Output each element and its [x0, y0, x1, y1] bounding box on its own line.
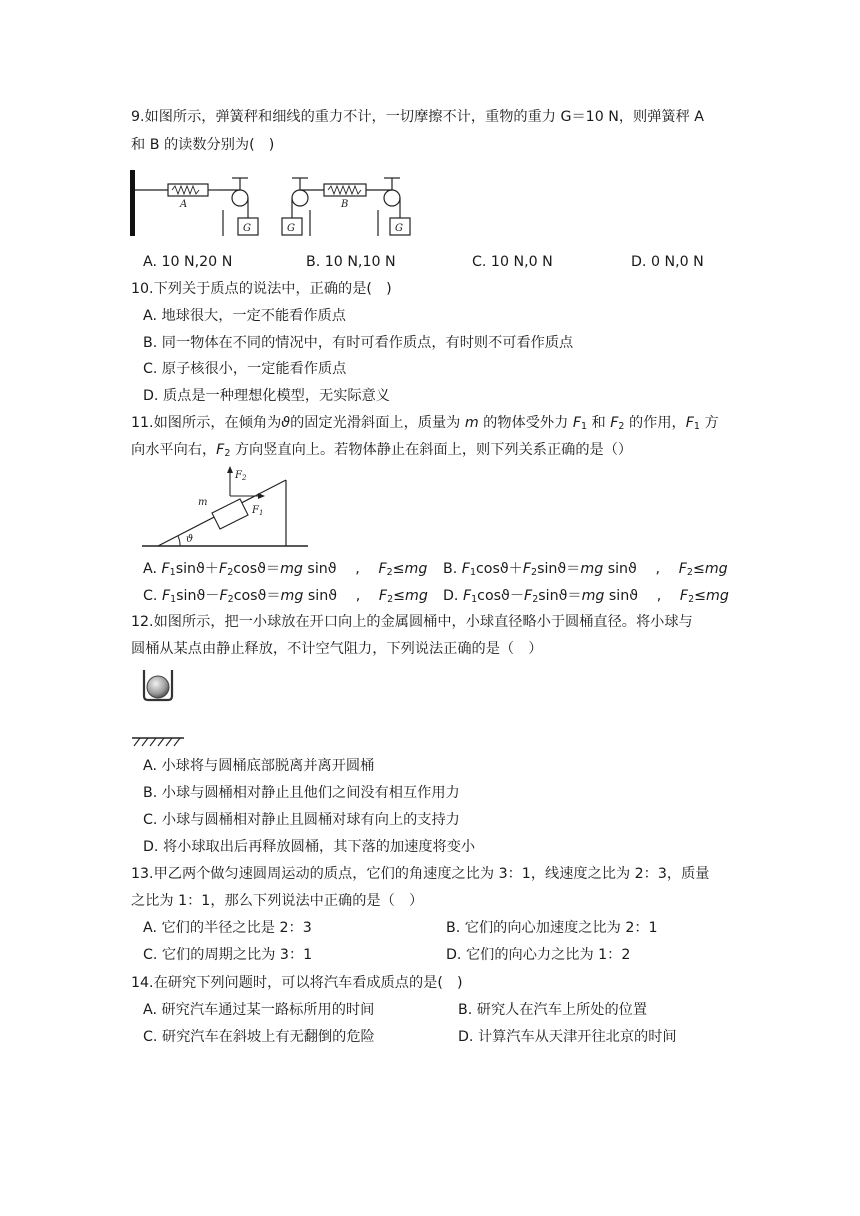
q9-weight-a: G [243, 223, 251, 234]
q14-option-a: A. 研究汽车通过某一路标所用的时间 [143, 1002, 375, 1018]
q9-option-d: D. 0 N,0 N [631, 254, 704, 270]
q11-option-a: A. $F_1\sin ϑ+F_2\cos ϑ=mg$ sinϑ , $F_2\le mg$ [143, 561, 428, 578]
q14-option-d: D. 计算汽车从天津开往北京的时间 [458, 1029, 677, 1045]
q13-stem-line1: 13.甲乙两个做匀速圆周运动的质点，它们的角速度之比为 3：1，线速度之比为 2：3，质量 [131, 866, 710, 882]
q11-fig-m: m [198, 497, 208, 508]
q12-bucket-figure [130, 668, 190, 752]
svg-text:F1: $F_1$ [252, 505, 264, 517]
q11-stem-line1: 11.如图所示，在倾角为ϑ的固定光滑斜面上，质量为 m 的物体受外力 $F_1$ 和 $F_2$ 的作用，$F_1$ 方 [131, 415, 719, 432]
q12-stem-line2: 圆桶从某点由静止释放，不计空气阻力，下列说法正确的是（ ） [131, 641, 543, 657]
q13-option-d: D. 它们的向心力之比为 1：2 [446, 947, 631, 963]
q10-option-c: C. 原子核很小，一定能看作质点 [143, 361, 347, 377]
q11-fig-theta: ϑ [186, 534, 194, 545]
q13-option-b: B. 它们的向心加速度之比为 2：1 [446, 920, 658, 936]
q9-option-c: C. 10 N,0 N [472, 254, 553, 270]
q13-stem-line2: 之比为 1：1，那么下列说法中正确的是（ ） [131, 893, 424, 909]
q9-stem-line2: 和 B 的读数分别为( ) [131, 137, 275, 153]
q14-stem: 14.在研究下列问题时，可以将汽车看成质点的是( ) [131, 975, 463, 991]
q12-option-b: B. 小球与圆桶相对静止且他们之间没有相互作用力 [143, 785, 460, 801]
q9-weight-b-right: G [395, 223, 403, 234]
q14-option-b: B. 研究人在汽车上所处的位置 [458, 1002, 648, 1018]
q14-option-c: C. 研究汽车在斜坡上有无翻倒的危险 [143, 1029, 375, 1045]
q9-option-a: A. 10 N,20 N [143, 254, 233, 270]
q12-option-c: C. 小球与圆桶相对静止且圆桶对球有向上的支持力 [143, 812, 460, 828]
q10-option-a: A. 地球很大，一定不能看作质点 [143, 308, 346, 324]
q11-stem-line2: 向水平向右，$F_2$ 方向竖直向上。若物体静止在斜面上，则下列关系正确的是（） [131, 442, 633, 459]
q13-option-a: A. 它们的半径之比是 2：3 [143, 920, 312, 936]
q9-spring-scale-figure [128, 168, 418, 240]
q12-stem-line1: 12.如图所示，把一小球放在开口向上的金属圆桶中，小球直径略小于圆桶直径。将小球与 [131, 614, 693, 630]
q9-stem-line1: 9.如图所示，弹簧秤和细线的重力不计，一切摩擦不计，重物的重力 G＝10 N，则弹簧秤 A [131, 109, 704, 125]
svg-text:F2: $F_2$ [235, 470, 247, 482]
q11-option-d: D. $F_1\cos ϑ-F_2\sin ϑ=mg$ sinϑ , $F_2\le mg$ [443, 588, 729, 605]
q10-option-d: D. 质点是一种理想化模型，无实际意义 [143, 388, 390, 404]
q11-option-b: B. $F_1\cos ϑ+F_2\sin ϑ=mg$ sinϑ , $F_2\le mg$ [443, 561, 728, 578]
q13-option-c: C. 它们的周期之比为 3：1 [143, 947, 313, 963]
q10-stem: 10.下列关于质点的说法中，正确的是( ) [131, 281, 392, 297]
q9-weight-b-left: G [287, 223, 295, 234]
q12-option-d: D. 将小球取出后再释放圆桶，其下落的加速度将变小 [143, 839, 476, 855]
q12-option-a: A. 小球将与圆桶底部脱离并离开圆桶 [143, 758, 375, 774]
q9-label-b: B [341, 199, 349, 210]
q11-option-c: C. $F_1\sin ϑ-F_2\cos ϑ=mg$ sinϑ , $F_2\le mg$ [143, 588, 428, 605]
q9-label-a: A [180, 199, 188, 210]
q10-option-b: B. 同一物体在不同的情况中，有时可看作质点，有时则不可看作质点 [143, 335, 574, 351]
q11-incline-figure [140, 464, 310, 550]
q9-option-b: B. 10 N,10 N [306, 254, 396, 270]
